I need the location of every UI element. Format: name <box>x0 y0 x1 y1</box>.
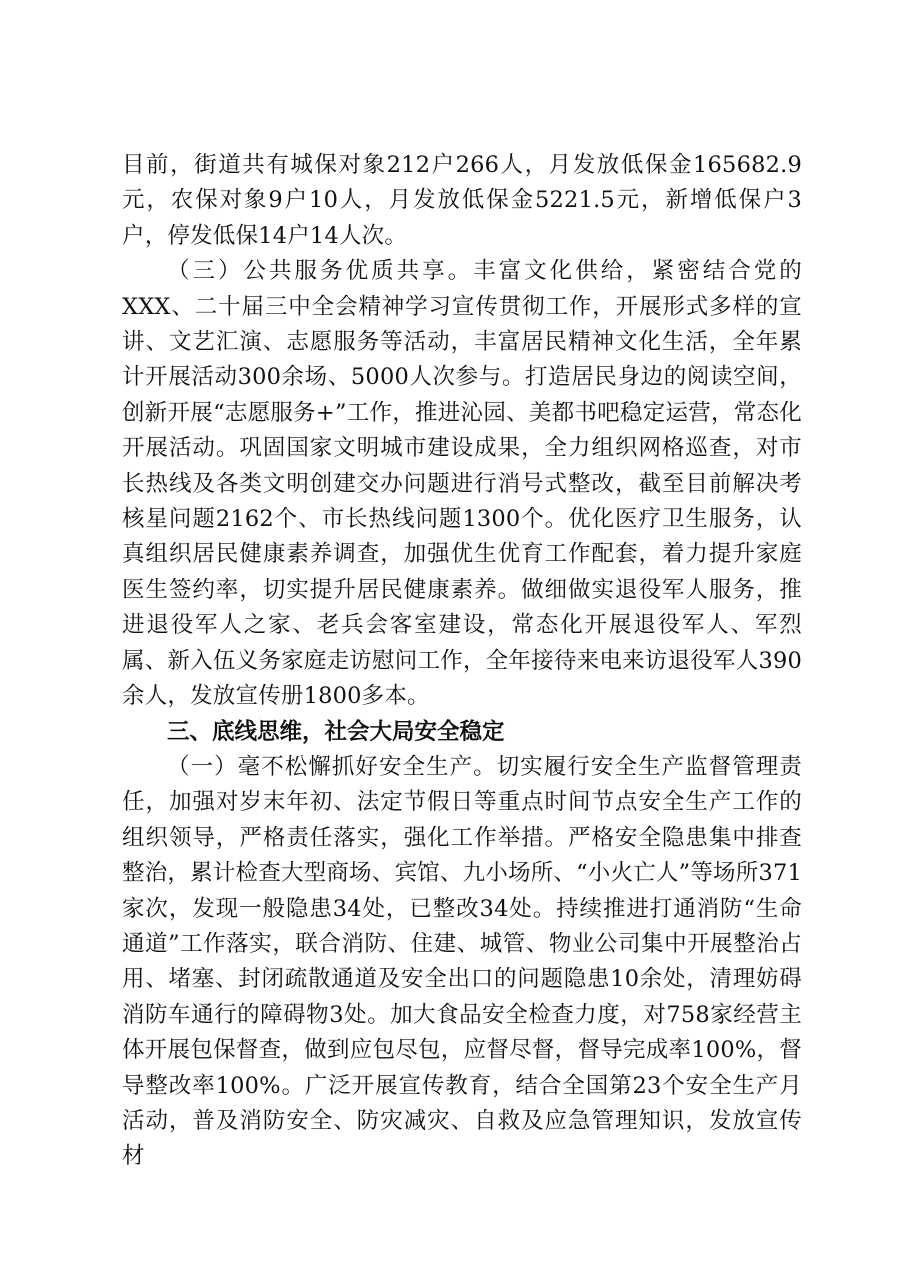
paragraph-public-services: （三）公共服务优质共享。丰富文化供给，紧密结合党的XXX、二十届三中全会精神学习宣传贯彻工作，开展形式多样的宣讲、文艺汇演、志愿服务等活动，丰富居民精神文化生活，全年累计开展活动300余场、5000人次参与。打造居民身边的阅读空间，创新开展“志愿服务+”工作，推进沁园、美都书吧稳定运营，常态化开展活动。巩固国家文明城市建设成果，全力组织网格巡查，对市长热线及各类文明创建交办问题进行消号式整改，截至目前解决考核星问题2162个、市长热线问题1300个。优化医疗卫生服务，认真组织居民健康素养调查，加强优生优育工作配套，着力提升家庭医生签约率，切实提升居民健康素养。做细做实退役军人服务，推进退役军人之家、老兵会客室建设，常态化开展退役军人、军烈属、新入伍义务家庭走访慰问工作，全年接待来电来访退役军人390余人，发放宣传册1800多本。 <box>122 258 802 710</box>
paragraph-work-safety: （一）毫不松懈抓好安全生产。切实履行安全生产监督管理责任，加强对岁末年初、法定节假日等重点时间节点安全生产工作的组织领导，严格责任落实，强化工作举措。严格安全隐患集中排查整治，累计检查大型商场、宾馆、九小场所、“小火亡人”等场所371家次，发现一般隐患34处，已整改34处。持续推进打通消防“生命通道”工作落实，联合消防、住建、城管、物业公司集中开展整治占用、堵塞、封闭疏散通道及安全出口的问题隐患10余处，清理妨碍消防车通行的障碍物3处。加大食品安全检查力度，对758家经营主体开展包保督查，做到应包尽包，应督尽督，督导完成率100%，督导整改率100%。广泛开展宣传教育，结合全国第23个安全生产月活动，普及消防安全、防灾减灾、自救及应急管理知识，发放宣传材 <box>122 753 802 1170</box>
paragraph-subsistence-allowance: 目前，街道共有城保对象212户266人，月发放低保金165682.9元，农保对象9户10人，月发放低保金5221.5元，新增低保户3户，停发低保14户14人次。 <box>122 152 802 249</box>
document-body <box>122 148 802 1175</box>
section-heading-safety-stability: 三、底线思维，社会大局安全稳定 <box>167 718 505 745</box>
